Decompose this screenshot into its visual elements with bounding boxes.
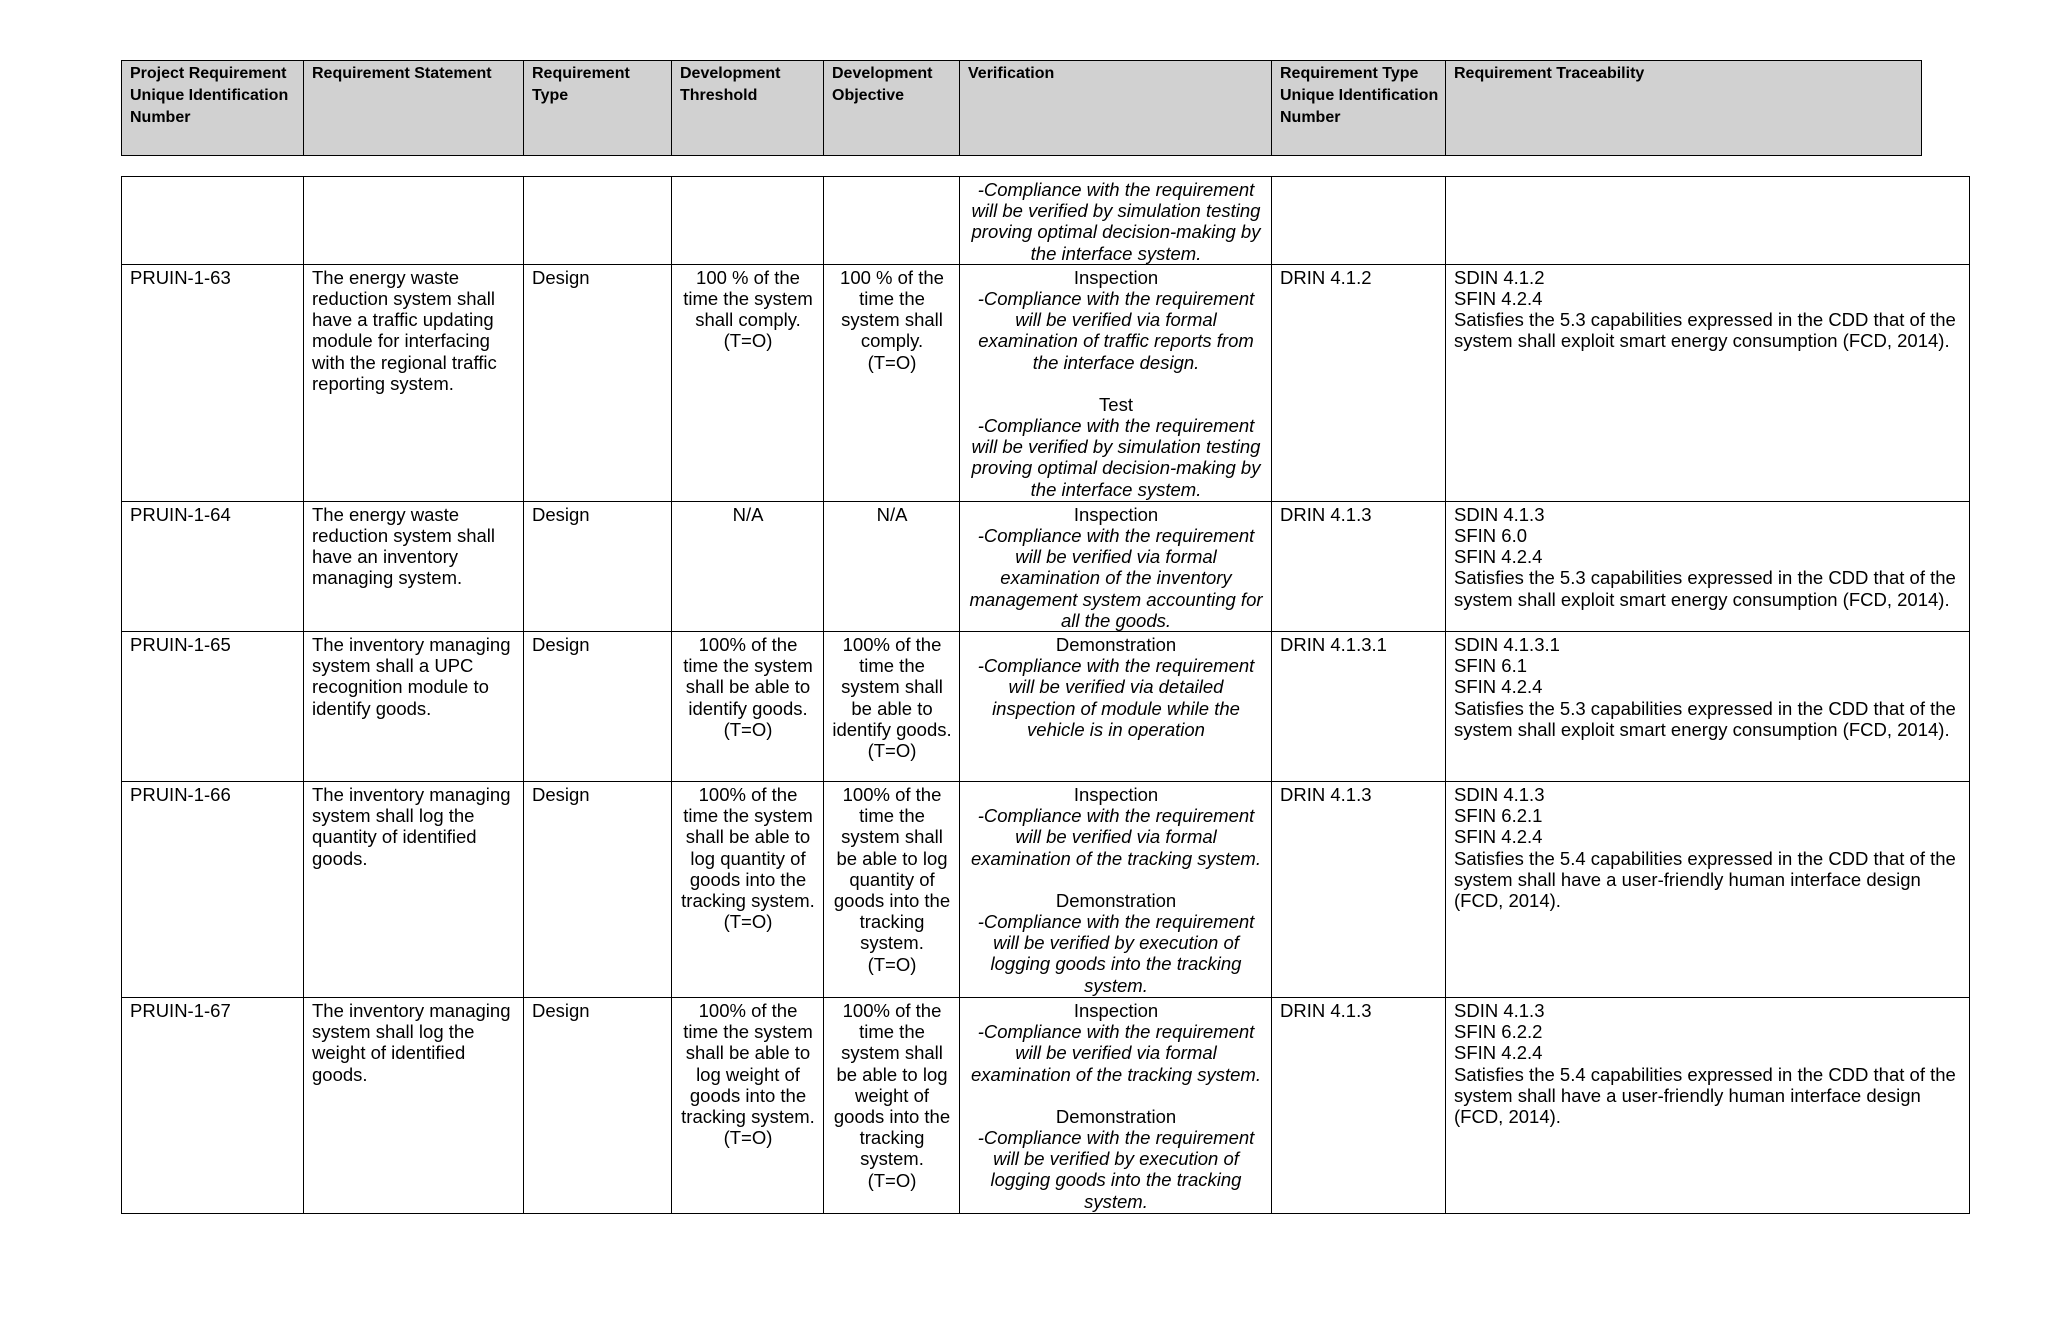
cell-empty (304, 177, 524, 265)
verification-method: Inspection (1073, 1000, 1159, 1022)
verification-description: -Compliance with the requirement will be verified by simulation testing proving optimal decision-making by the interface system. (971, 415, 1261, 500)
cell-type: Design (524, 632, 672, 782)
table-row (122, 782, 1970, 998)
traceability-line: Satisfies the 5.3 capabilities expressed in the CDD that of the system shall exploit smart energy consumption (FCD, 2014). (1454, 697, 1956, 740)
verification-spacer (968, 1085, 1264, 1106)
cell-empty (672, 177, 824, 265)
cell-verification (960, 782, 1272, 998)
table-row (122, 501, 1970, 631)
traceability-line: SFIN 6.0 (1454, 525, 1527, 547)
cell-type-uin: DRIN 4.1.3.1 (1272, 632, 1446, 782)
header-row (122, 61, 1922, 156)
verification-method: Inspection (1073, 784, 1159, 806)
traceability-line: Satisfies the 5.4 capabilities expressed in the CDD that of the system shall have a user-friendly human interface design (FCD, 2014). (1454, 847, 1956, 912)
verification-description: -Compliance with the requirement will be verified by execution of logging goods into the tracking system. (977, 1127, 1255, 1212)
cell-type-uin: DRIN 4.1.2 (1272, 264, 1446, 501)
header-cell-verification: Verification (960, 61, 1272, 156)
verification-description: -Compliance with the requirement will be verified by execution of logging goods into the tracking system. (977, 911, 1255, 996)
cell-threshold: 100% of the time the system shall be able to identify goods. (T=O) (672, 632, 824, 782)
table-row (122, 264, 1970, 501)
cell-type: Design (524, 782, 672, 998)
cell-statement: The inventory managing system shall log the weight of identified goods. (304, 998, 524, 1214)
cell-threshold: 100% of the time the system shall be able to log quantity of goods into the tracking system. (T=O) (672, 782, 824, 998)
cell-verification (960, 264, 1272, 501)
verification-description: -Compliance with the requirement will be verified via detailed inspection of module while the vehicle is in operation (977, 655, 1255, 740)
header-cell-threshold: Development Threshold (672, 61, 824, 156)
cell-type-uin: DRIN 4.1.3 (1272, 998, 1446, 1214)
cell-statement: The inventory managing system shall a UPC recognition module to identify goods. (304, 632, 524, 782)
cell-verification (960, 632, 1272, 782)
verification-method: Demonstration (1055, 889, 1177, 911)
cell-objective: N/A (824, 501, 960, 631)
cell-threshold: 100 % of the time the system shall comply. (T=O) (672, 264, 824, 501)
verification-method: Demonstration (1055, 634, 1177, 656)
cell-traceability (1446, 998, 1970, 1214)
header-cell-type-uin: Requirement Type Unique Identification Number (1272, 61, 1446, 156)
traceability-line: SDIN 4.1.3 (1454, 784, 1545, 806)
cell-type-uin: DRIN 4.1.3 (1272, 501, 1446, 631)
cell-empty (1272, 177, 1446, 265)
verification-description: -Compliance with the requirement will be verified via formal examination of the tracking system. (971, 1021, 1261, 1085)
verification-description: -Compliance with the requirement will be verified via formal examination of traffic reports from the interface design. (977, 288, 1255, 373)
traceability-line: SFIN 4.2.4 (1454, 288, 1543, 310)
traceability-line: SFIN 6.2.2 (1454, 1021, 1543, 1043)
cell-type: Design (524, 998, 672, 1214)
traceability-line: SFIN 4.2.4 (1454, 1042, 1543, 1064)
cell-threshold: N/A (672, 501, 824, 631)
verification-description: -Compliance with the requirement will be verified via formal examination of the inventory management system accounting for all the goods. (969, 525, 1263, 631)
header-cell-pruin: Project Requirement Unique Identification Number (122, 61, 304, 156)
cell-empty (1446, 177, 1970, 265)
verification-method: Inspection (1073, 266, 1159, 288)
verification-description: -Compliance with the requirement will be verified by simulation testing proving optimal decision-making by the interface system. (971, 179, 1261, 264)
traceability-line: SDIN 4.1.2 (1454, 266, 1545, 288)
cell-empty (524, 177, 672, 265)
traceability-line: Satisfies the 5.3 capabilities expressed in the CDD that of the system shall exploit smart energy consumption (FCD, 2014). (1454, 567, 1956, 610)
header-cell-traceability: Requirement Traceability (1446, 61, 1922, 156)
traceability-line: Satisfies the 5.3 capabilities expressed in the CDD that of the system shall exploit smart energy consumption (FCD, 2014). (1454, 309, 1956, 352)
cell-traceability (1446, 782, 1970, 998)
verification-description: -Compliance with the requirement will be verified via formal examination of the tracking system. (971, 805, 1261, 869)
cell-statement: The inventory managing system shall log the quantity of identified goods. (304, 782, 524, 998)
cell-verification (960, 501, 1272, 631)
table-row (122, 632, 1970, 782)
traceability-line: SDIN 4.1.3 (1454, 1000, 1545, 1022)
cell-type-uin: DRIN 4.1.3 (1272, 782, 1446, 998)
verification-spacer (968, 869, 1264, 890)
cell-pruin: PRUIN-1-64 (122, 501, 304, 631)
table-row (122, 998, 1970, 1214)
traceability-line: SFIN 6.2.1 (1454, 805, 1543, 827)
cell-verification (960, 177, 1272, 265)
traceability-line: SFIN 4.2.4 (1454, 826, 1543, 848)
cell-objective: 100 % of the time the system shall comply. (T=O) (824, 264, 960, 501)
verification-method: Demonstration (1055, 1105, 1177, 1127)
header-cell-statement: Requirement Statement (304, 61, 524, 156)
cell-objective: 100% of the time the system shall be able to log quantity of goods into the tracking system. (T=O) (824, 782, 960, 998)
verification-method: Inspection (1073, 503, 1159, 525)
cell-type: Design (524, 264, 672, 501)
cell-empty (122, 177, 304, 265)
traceability-line: SFIN 4.2.4 (1454, 676, 1543, 698)
requirements-body-table (121, 176, 1970, 1214)
cell-empty (824, 177, 960, 265)
traceability-line: Satisfies the 5.4 capabilities expressed in the CDD that of the system shall have a user-friendly human interface design (FCD, 2014). (1454, 1063, 1956, 1128)
cell-pruin: PRUIN-1-63 (122, 264, 304, 501)
cell-pruin: PRUIN-1-66 (122, 782, 304, 998)
traceability-line: SDIN 4.1.3.1 (1454, 634, 1560, 656)
continuation-row (122, 177, 1970, 265)
cell-traceability (1446, 501, 1970, 631)
cell-traceability (1446, 264, 1970, 501)
verification-spacer (968, 373, 1264, 394)
cell-statement: The energy waste reduction system shall have a traffic updating module for interfacing with the regional traffic reporting system. (304, 264, 524, 501)
header-cell-type: Requirement Type (524, 61, 672, 156)
traceability-line: SFIN 4.2.4 (1454, 546, 1543, 568)
cell-objective: 100% of the time the system shall be able to log weight of goods into the tracking system. (T=O) (824, 998, 960, 1214)
requirements-header-table (121, 60, 1922, 156)
header-cell-objective: Development Objective (824, 61, 960, 156)
cell-pruin: PRUIN-1-65 (122, 632, 304, 782)
cell-statement: The energy waste reduction system shall have an inventory managing system. (304, 501, 524, 631)
traceability-line: SFIN 6.1 (1454, 655, 1527, 677)
cell-threshold: 100% of the time the system shall be able to log weight of goods into the tracking system. (T=O) (672, 998, 824, 1214)
cell-traceability (1446, 632, 1970, 782)
verification-method: Test (1099, 393, 1133, 415)
cell-objective: 100% of the time the system shall be able to identify goods. (T=O) (824, 632, 960, 782)
cell-pruin: PRUIN-1-67 (122, 998, 304, 1214)
cell-verification (960, 998, 1272, 1214)
cell-type: Design (524, 501, 672, 631)
traceability-line: SDIN 4.1.3 (1454, 503, 1545, 525)
